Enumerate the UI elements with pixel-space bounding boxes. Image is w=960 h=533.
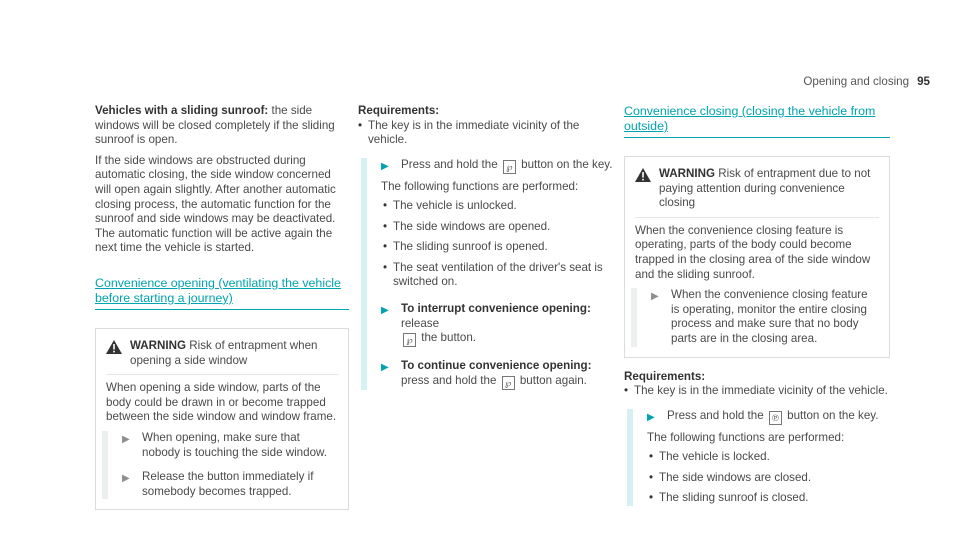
step-arrow-icon: ▶ [381, 304, 389, 316]
step-arrow-icon: ▶ [381, 362, 389, 374]
step-arrow-icon: ▶ [651, 291, 659, 303]
warning-step [122, 431, 338, 460]
instruction-step [381, 158, 620, 175]
step-arrow-icon: ▶ [647, 411, 655, 423]
interrupt-label: To interrupt convenience opening: [401, 301, 591, 315]
instruction-steps [361, 158, 620, 390]
requirements-list [624, 384, 890, 399]
section-title: Opening and closing [803, 75, 910, 88]
requirement-item: • The key is in the immediate vicinity of the vehicle. [358, 119, 620, 148]
column-right [624, 90, 890, 512]
step-arrow-icon: ▶ [122, 433, 130, 445]
function-item: • The side windows are closed. [647, 471, 890, 486]
warning-title-row [106, 339, 338, 375]
instruction-steps [627, 409, 890, 506]
step-text: When opening, make sure that nobody is touching the side window. [142, 430, 327, 459]
requirements-title: Requirements: [358, 104, 440, 117]
step-text [401, 158, 612, 174]
requirements-title: Requirements: [624, 369, 706, 383]
requirements-list [358, 119, 620, 148]
requirement-item: • The key is in the immediate vicinity of the vehicle. [624, 384, 890, 399]
function-item: • The seat ventilation of the driver's seat is switched on. [381, 261, 620, 290]
warning-label: WARNING [659, 167, 716, 180]
step-arrow-icon: ▶ [122, 473, 130, 485]
warning-step [651, 288, 879, 346]
key-lock-icon: ℗ [769, 411, 782, 425]
continue-text: press and hold the [401, 373, 500, 387]
page-header [803, 75, 930, 90]
function-item: • The vehicle is unlocked. [381, 199, 620, 214]
continue-text-end: button again. [516, 373, 587, 387]
function-item: • The sliding sunroof is closed. [647, 491, 890, 506]
functions-intro: The following functions are performed: [647, 431, 845, 445]
convenience-closing-heading-text: Convenience closing (closing the vehicle from outside) [624, 104, 876, 133]
warning-title-text: Risk of entrapment due to not paying attention during convenience closing [659, 167, 871, 210]
warning-title-row [635, 167, 879, 218]
warning-label: WARNING [130, 338, 187, 352]
step-text-pre: Press and hold the [401, 157, 501, 171]
warning-triangle-icon [106, 340, 124, 359]
warning-triangle-icon [635, 168, 653, 187]
step-text: Release the button immediately if somebody becomes trapped. [142, 470, 314, 498]
warning-title [653, 167, 879, 211]
continue-label: To continue convenience opening: [401, 359, 592, 373]
sunroof-text: the side windows will be closed completely if the sliding sunroof is open. [95, 104, 335, 147]
warning-title [124, 339, 338, 368]
step-text-pre: Press and hold the [667, 408, 767, 422]
functions-intro: The following functions are performed: [381, 180, 579, 194]
instruction-step [381, 302, 620, 347]
warning-title-text: Risk of entrapment when opening a side window [130, 338, 318, 367]
step-arrow-icon: ▶ [381, 160, 389, 172]
function-item: • The side windows are opened. [381, 220, 620, 235]
step-text [667, 409, 878, 425]
warning-body: When opening a side window, parts of the body could be drawn in or become trapped between the side window and window frame. [106, 381, 337, 424]
function-item: • The vehicle is locked. [647, 450, 890, 465]
convenience-opening-heading [95, 276, 349, 310]
key-unlock-icon: ℘ [503, 160, 516, 174]
key-unlock-icon: ℘ [403, 333, 416, 347]
step-text [401, 359, 620, 390]
warning-steps [102, 431, 338, 499]
convenience-opening-heading-text: Convenience opening (ventilating the vehicle before starting a journey) [95, 275, 341, 305]
warning-step [122, 470, 338, 499]
functions-list [381, 199, 620, 290]
warning-steps [631, 288, 879, 346]
step-text-post: button on the key. [517, 157, 613, 171]
step-text-post: button on the key. [783, 408, 879, 422]
instruction-step [647, 409, 890, 426]
warning-box [624, 156, 890, 358]
functions-list [647, 450, 890, 506]
warning-box [95, 328, 349, 510]
function-item: • The sliding sunroof is opened. [381, 240, 620, 255]
column-left [95, 104, 349, 522]
column-middle [358, 104, 620, 390]
convenience-closing-heading [624, 104, 890, 138]
warning-body: When the convenience closing feature is operating, parts of the body could become trapped in the closing area of the side window and the sliding sunroof. [635, 223, 871, 281]
interrupt-text: release [401, 316, 440, 330]
instruction-step [381, 359, 620, 390]
step-text [401, 302, 620, 347]
key-unlock-icon: ℘ [502, 376, 515, 390]
page-number: 95 [917, 75, 930, 88]
sunroof-paragraph [95, 104, 349, 148]
sunroof-label: Vehicles with a sliding sunroof: [95, 104, 269, 117]
interrupt-text-end: the button. [418, 331, 477, 345]
obstruction-paragraph: If the side windows are obstructed during automatic closing, the side window concerned will open again slightly. After another automatic closing process, the automatic function for the sunroof and side windows may be deactivated. The automatic function will be active again the next time the vehicle is started. [95, 153, 336, 255]
step-text: When the convenience closing feature is operating, monitor the entire closing process and make sure that no body parts are in the closing area. [671, 288, 868, 345]
